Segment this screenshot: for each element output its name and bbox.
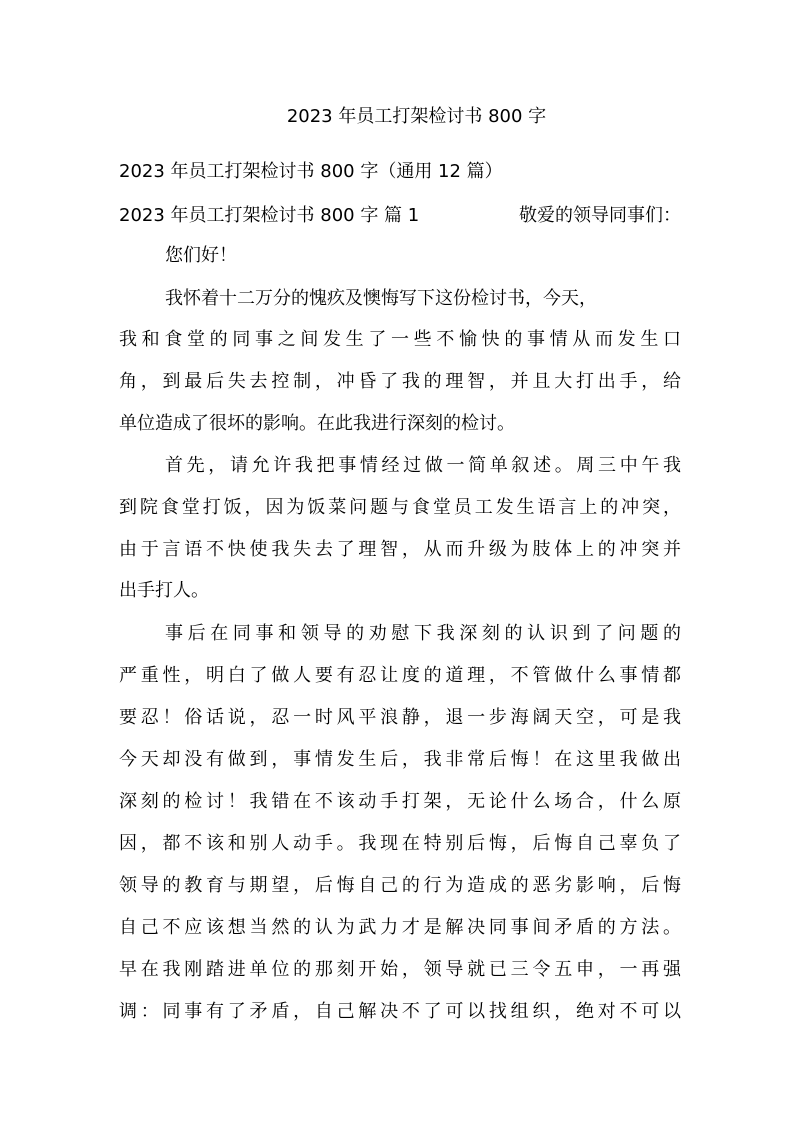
paragraph-line: 领导的教育与期望，后悔自己的行为造成的恶劣影响，后悔 <box>119 875 681 896</box>
paragraph-line: 严重性，明白了做人要有忍让度的道理，不管做什么事情都 <box>119 665 681 686</box>
paragraph-line: 出手打人。 <box>119 580 209 601</box>
paragraph-line: 深刻的检讨！我错在不该动手打架，无论什么场合，什么原 <box>119 791 681 812</box>
paragraph-line: 到院食堂打饭，因为饭菜问题与食堂员工发生语言上的冲突， <box>119 497 681 518</box>
article-heading-line <box>119 204 681 228</box>
paragraph-line: 要忍！俗话说，忍一时风平浪静，退一步海阔天空，可是我 <box>119 707 681 728</box>
paragraph-line: 因，都不该和别人动手。我现在特别后悔，后悔自己辜负了 <box>119 833 681 854</box>
document-title: 2023 年员工打架检讨书 800 字 <box>286 106 547 127</box>
paragraph-line: 事后在同事和领导的劝慰下我深刻的认识到了问题的 <box>165 623 681 644</box>
paragraph-line: 自己不应该想当然的认为武力才是解决同事间矛盾的方法。 <box>119 917 681 938</box>
paragraph-line: 我怀着十二万分的愧疚及懊悔写下这份检讨书，今天， <box>165 288 597 309</box>
document-subtitle: 2023 年员工打架检讨书 800 字（通用 12 篇） <box>119 161 503 182</box>
paragraph-line: 首先，请允许我把事情经过做一简单叙述。周三中午我 <box>165 455 681 476</box>
salutation: 敬爱的领导同事们： <box>519 205 681 226</box>
paragraph-line: 角，到最后失去控制，冲昏了我的理智，并且大打出手，给 <box>119 371 681 392</box>
greeting: 您们好！ <box>165 245 237 266</box>
paragraph-line: 今天却没有做到，事情发生后，我非常后悔！在这里我做出 <box>119 749 681 770</box>
paragraph-line: 调：同事有了矛盾，自己解决不了可以找组织，绝对不可以 <box>119 1001 681 1022</box>
paragraph-line: 由于言语不快使我失去了理智，从而升级为肢体上的冲突并 <box>119 539 681 560</box>
paragraph-line: 我和食堂的同事之间发生了一些不愉快的事情从而发生口 <box>119 329 681 350</box>
paragraph-line: 单位造成了很坏的影响。在此我进行深刻的检讨。 <box>119 413 515 434</box>
article-heading: 2023 年员工打架检讨书 800 字 篇 1 <box>119 205 420 226</box>
paragraph-line: 早在我刚踏进单位的那刻开始，领导就已三令五申，一再强 <box>119 959 681 980</box>
